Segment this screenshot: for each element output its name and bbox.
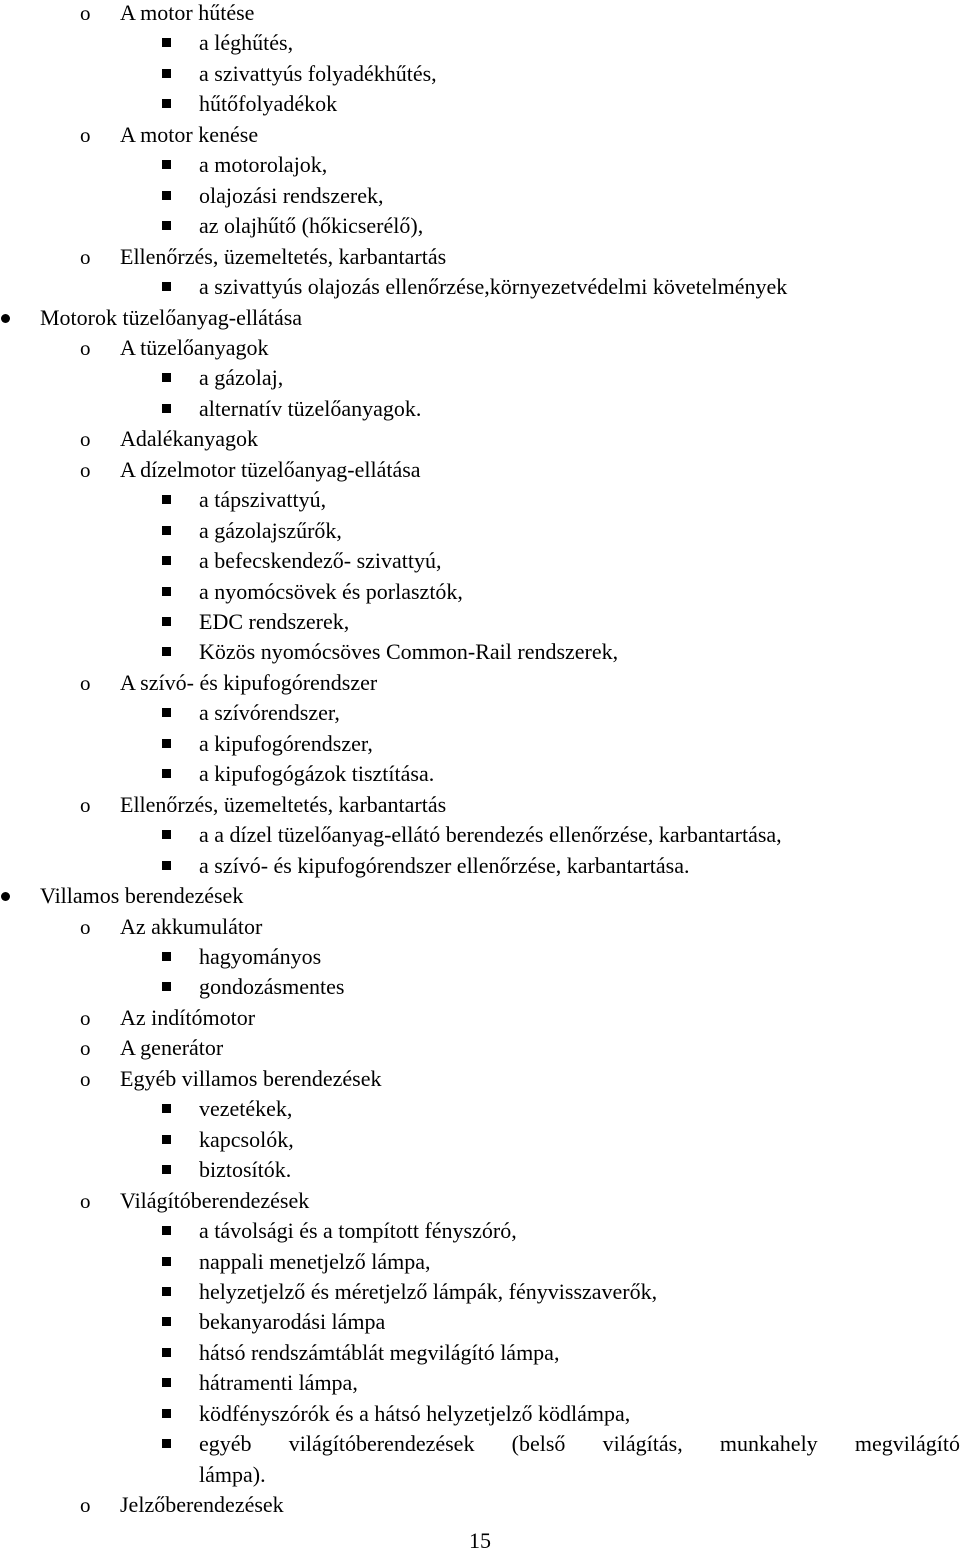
outline-text: a léghűtés, [199, 30, 294, 56]
outline-item [0, 1370, 960, 1400]
hollow-bullet-icon: o [80, 427, 91, 452]
hollow-bullet-icon: o [80, 1493, 91, 1517]
round-bullet-icon [1, 892, 10, 901]
outline-text: a szivattyús folyadékhűtés, [199, 60, 437, 86]
outline-text: Jelzőberendezések [120, 1492, 284, 1517]
outline-text: hagyományos [199, 943, 322, 969]
outline-text: Ellenőrzés, üzemeltetés, karbantartás [120, 791, 447, 817]
outline-item [0, 396, 960, 426]
square-bullet-icon [162, 769, 171, 778]
hollow-bullet-icon: o [80, 335, 91, 360]
outline-text: A dízelmotor tüzelőanyag-ellátása [120, 456, 421, 482]
outline-item [0, 1127, 960, 1157]
outline-subsection [0, 1035, 960, 1065]
outline-text: biztosítók. [199, 1157, 292, 1183]
outline-item [0, 487, 960, 517]
hollow-bullet-icon: o [80, 457, 91, 482]
outline-subsection [0, 1492, 960, 1522]
outline-item [0, 518, 960, 548]
outline-subsection [0, 426, 960, 456]
outline-text: helyzetjelző és méretjelző lámpák, fényvisszaverők, [199, 1278, 658, 1304]
outline-item [0, 1431, 960, 1461]
square-bullet-icon [162, 1165, 171, 1174]
square-bullet-icon [162, 1317, 171, 1326]
outline-item [0, 822, 960, 852]
outline-text: a tápszivattyú, [199, 487, 327, 513]
outline-item [0, 91, 960, 121]
outline-text: hátramenti lámpa, [199, 1370, 358, 1396]
square-bullet-icon [162, 1226, 171, 1235]
outline-item [0, 213, 960, 243]
outline-text: A motor hűtése [120, 0, 255, 25]
square-bullet-icon [162, 404, 171, 413]
outline-item [0, 61, 960, 91]
outline-subsection [0, 122, 960, 152]
outline-item [0, 609, 960, 639]
outline-item [0, 1218, 960, 1248]
outline-text: a kipufogógázok tisztítása. [199, 761, 435, 787]
square-bullet-icon [162, 282, 171, 291]
outline-text: EDC rendszerek, [199, 609, 350, 634]
outline-item [0, 1309, 960, 1339]
hollow-bullet-icon: o [80, 1005, 91, 1030]
square-bullet-icon [162, 1135, 171, 1144]
square-bullet-icon [162, 160, 171, 169]
outline-item [0, 183, 960, 213]
outline-text: A generátor [120, 1035, 224, 1061]
outline-text: gondozásmentes [199, 974, 345, 1000]
outline-item [0, 30, 960, 60]
outline-item [0, 274, 960, 304]
square-bullet-icon [162, 617, 171, 626]
square-bullet-icon [162, 587, 171, 596]
outline-text: Ellenőrzés, üzemeltetés, karbantartás [120, 243, 447, 269]
outline-text: Villamos berendezések [40, 883, 244, 908]
outline-subsection [0, 244, 960, 274]
outline-text: a szívórendszer, [199, 700, 340, 726]
outline-item [0, 761, 960, 791]
outline-item [0, 1249, 960, 1279]
outline-item [0, 579, 960, 609]
square-bullet-icon [162, 1348, 171, 1357]
outline-item [0, 974, 960, 1004]
outline-text: vezetékek, [199, 1096, 293, 1122]
outline-text: egyéb világítóberendezések (belső világítás, munkahely megvilágító [199, 1431, 960, 1457]
outline-subsection [0, 1066, 960, 1096]
outline-item [0, 1096, 960, 1126]
outline-text: a szivattyús olajozás ellenőrzése,környezetvédelmi követelmények [199, 274, 788, 300]
hollow-bullet-icon: o [80, 1066, 91, 1091]
outline-text: a nyomócsövek és porlasztók, [199, 578, 463, 604]
outline-text: a motorolajok, [199, 152, 328, 178]
hollow-bullet-icon: o [80, 1, 91, 25]
outline-section [0, 305, 960, 335]
outline-text: a távolsági és a tompított fényszóró, [199, 1218, 517, 1243]
square-bullet-icon [162, 38, 171, 47]
outline-text: Világítóberendezések [120, 1187, 310, 1213]
outline-item [0, 944, 960, 974]
square-bullet-icon [162, 1409, 171, 1418]
outline-text: hűtőfolyadékok [199, 91, 338, 117]
outline-text: lámpa). [199, 1461, 266, 1487]
outline-item [0, 853, 960, 883]
square-bullet-icon [162, 495, 171, 504]
outline-text: a befecskendező- szivattyú, [199, 548, 442, 574]
hollow-bullet-icon: o [80, 792, 91, 817]
square-bullet-icon [162, 1439, 171, 1448]
square-bullet-icon [162, 952, 171, 961]
outline-text: Az akkumulátor [120, 913, 263, 939]
outline-section [0, 883, 960, 913]
square-bullet-icon [162, 556, 171, 565]
square-bullet-icon [162, 373, 171, 382]
outline-item [0, 1340, 960, 1370]
outline-subsection [0, 335, 960, 365]
square-bullet-icon [162, 647, 171, 656]
outline-text: A motor kenése [120, 121, 259, 147]
outline-text: hátsó rendszámtáblát megvilágító lámpa, [199, 1339, 560, 1365]
outline-item [0, 1279, 960, 1309]
outline-subsection [0, 1005, 960, 1035]
outline-text: Közös nyomócsöves Common-Rail rendszerek, [199, 639, 619, 665]
square-bullet-icon [162, 1104, 171, 1113]
outline-text: olajozási rendszerek, [199, 182, 384, 208]
outline-subsection [0, 0, 960, 30]
outline-text: az olajhűtő (hőkicserélő), [199, 213, 424, 239]
square-bullet-icon [162, 1257, 171, 1266]
outline-item [0, 1462, 960, 1492]
outline-text: kapcsolók, [199, 1126, 294, 1152]
outline-text: nappali menetjelző lámpa, [199, 1248, 431, 1274]
outline-item [0, 548, 960, 578]
hollow-bullet-icon: o [80, 1036, 91, 1061]
outline-text: a kipufogórendszer, [199, 730, 373, 756]
outline-subsection [0, 914, 960, 944]
hollow-bullet-icon: o [80, 122, 91, 147]
outline-text: a gázolajszűrők, [199, 517, 342, 543]
outline-item [0, 365, 960, 395]
square-bullet-icon [162, 739, 171, 748]
square-bullet-icon [162, 1287, 171, 1296]
outline-subsection [0, 670, 960, 700]
round-bullet-icon [1, 314, 10, 323]
outline-text: bekanyarodási lámpa [199, 1309, 386, 1335]
square-bullet-icon [162, 830, 171, 839]
square-bullet-icon [162, 861, 171, 870]
outline-text: Egyéb villamos berendezések [120, 1065, 382, 1091]
hollow-bullet-icon: o [80, 244, 91, 269]
outline-item [0, 1157, 960, 1187]
square-bullet-icon [162, 1378, 171, 1387]
outline-subsection [0, 457, 960, 487]
outline-text: alternatív tüzelőanyagok. [199, 395, 422, 421]
outline-item [0, 700, 960, 730]
square-bullet-icon [162, 191, 171, 200]
outline-item [0, 639, 960, 669]
outline-subsection [0, 792, 960, 822]
square-bullet-icon [162, 526, 171, 535]
outline-text: a gázolaj, [199, 365, 284, 391]
outline-text: A tüzelőanyagok [120, 334, 269, 360]
outline-subsection [0, 1188, 960, 1218]
square-bullet-icon [162, 982, 171, 991]
outline-item [0, 1401, 960, 1431]
hollow-bullet-icon: o [80, 914, 91, 939]
outline-item [0, 731, 960, 761]
page-number: 15 [469, 1528, 491, 1553]
hollow-bullet-icon: o [80, 670, 91, 695]
square-bullet-icon [162, 221, 171, 230]
square-bullet-icon [162, 69, 171, 78]
outline-text: Adalékanyagok [120, 426, 259, 452]
outline-item [0, 152, 960, 182]
outline-text: Az indítómotor [120, 1004, 256, 1030]
outline-text: a a dízel tüzelőanyag-ellátó berendezés ellenőrzése, karbantartása, [199, 822, 782, 848]
outline-text: ködfényszórók és a hátsó helyzetjelző ködlámpa, [199, 1400, 631, 1426]
square-bullet-icon [162, 708, 171, 717]
outline-text: Motorok tüzelőanyag-ellátása [40, 304, 303, 330]
hollow-bullet-icon: o [80, 1188, 91, 1213]
outline-text: a szívó- és kipufogórendszer ellenőrzése, karbantartása. [199, 852, 690, 878]
square-bullet-icon [162, 99, 171, 108]
outline-text: A szívó- és kipufogórendszer [120, 669, 378, 695]
